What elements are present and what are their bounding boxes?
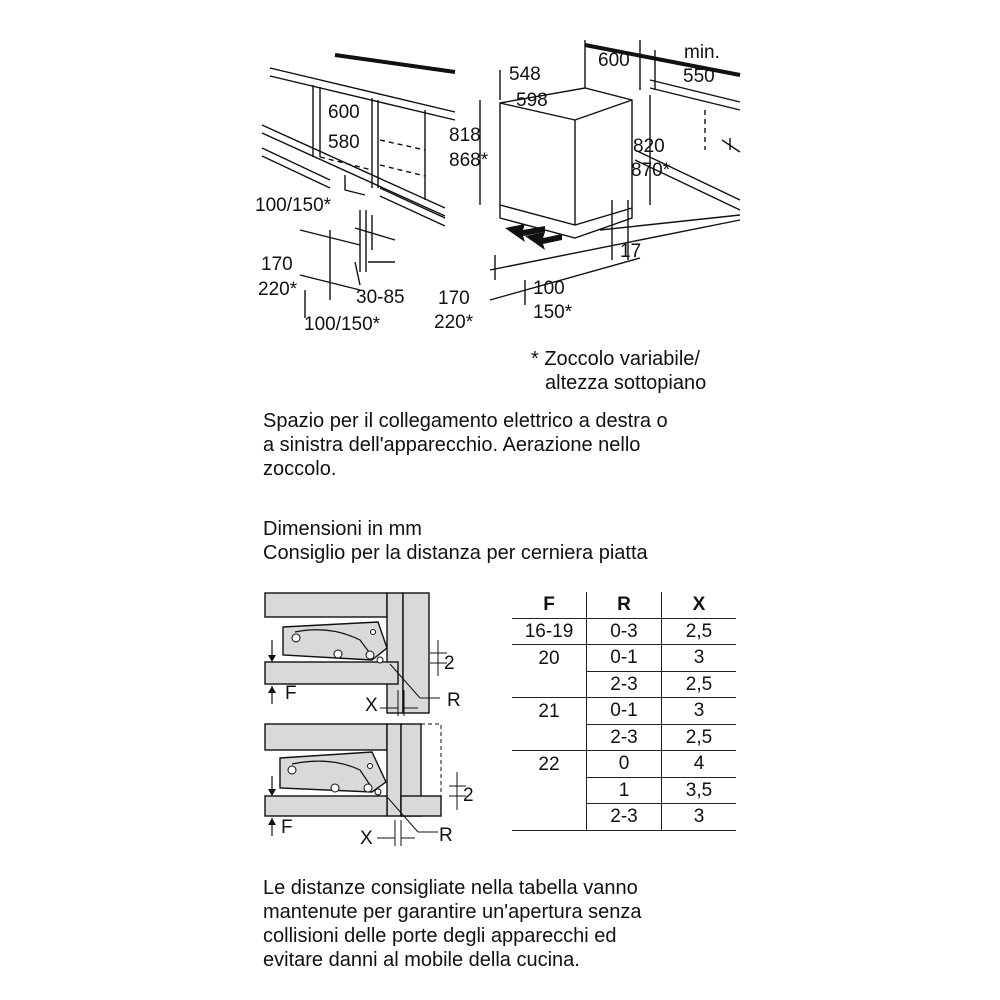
dim-label: 170 (438, 288, 470, 309)
cell-f: 22 (538, 753, 560, 775)
hinge-gap-label: 2 (463, 785, 474, 806)
cell-f (512, 804, 587, 831)
table-row (512, 698, 736, 725)
dim-label: 17 (620, 241, 642, 262)
cell-f: 20 (538, 647, 560, 669)
dim-label: 548 (509, 64, 541, 85)
column-header-f: F (512, 592, 587, 618)
dim-label: 580 (328, 132, 360, 153)
note-line: altezza sottopiano (545, 372, 707, 394)
dim-label: 600 (598, 50, 630, 71)
table-row (512, 724, 736, 751)
dim-label: 818 (449, 125, 481, 146)
hinge-r-label: R (447, 690, 461, 711)
cell-r: 0-1 (587, 645, 662, 672)
dim-label: 870* (631, 160, 671, 181)
plinth-note (531, 347, 706, 395)
dim-label: 30-85 (356, 287, 405, 308)
cell-x: 3 (662, 645, 737, 672)
table-row (512, 751, 736, 778)
dim-label: 100/150* (304, 314, 381, 335)
cell-f (512, 724, 587, 751)
cell-r: 2-3 (587, 804, 662, 831)
dim-label: 100/150* (255, 195, 332, 216)
text-line: Dimensioni in mm (263, 518, 422, 540)
dimensions-heading (263, 517, 648, 565)
cell-f: 21 (538, 700, 560, 722)
cell-x: 3 (662, 804, 737, 831)
table-row (512, 804, 736, 831)
hinge-x-label: X (360, 828, 373, 849)
text-line: Consiglio per la distanza per cerniera piatta (263, 542, 648, 564)
closing-text (263, 876, 642, 972)
dim-label: 820 (633, 136, 665, 157)
table-header-row (512, 592, 736, 618)
dim-label: 150* (533, 302, 573, 323)
cell-f (512, 777, 587, 804)
hinge-diagram (255, 585, 485, 860)
text-line: collisioni delle porte degli apparecchi ed (263, 925, 617, 947)
cell-f (512, 671, 587, 698)
hinge-gap-label: 2 (444, 653, 455, 674)
cell-r: 1 (587, 777, 662, 804)
table-row (512, 645, 736, 672)
installation-drawing (0, 0, 1000, 345)
dim-label: 220* (434, 312, 474, 333)
cell-r: 2-3 (587, 724, 662, 751)
hinge-r-label: R (439, 825, 453, 846)
table-row (512, 671, 736, 698)
dim-label: min. (684, 42, 720, 63)
column-header-x: X (662, 592, 737, 618)
dim-label: 220* (258, 279, 298, 300)
hinge-x-label: X (365, 695, 378, 716)
text-line: zoccolo. (263, 458, 337, 480)
cell-x: 3,5 (662, 777, 737, 804)
note-line: * Zoccolo variabile/ (531, 348, 700, 370)
hinge-distance-table (512, 592, 736, 831)
dim-label: 100 (533, 278, 565, 299)
cell-x: 4 (662, 751, 737, 778)
electrical-connection-text (263, 409, 668, 481)
cell-x: 2,5 (662, 724, 737, 751)
dim-label: 550 (683, 66, 715, 87)
text-line: Spazio per il collegamento elettrico a destra o (263, 410, 668, 432)
dim-label: 170 (261, 254, 293, 275)
text-line: mantenute per garantire un'apertura senza (263, 901, 642, 923)
cell-x: 3 (662, 698, 737, 725)
cell-r: 2-3 (587, 671, 662, 698)
table-row (512, 618, 736, 645)
hinge-f-label: F (281, 817, 293, 838)
hinge-f-label: F (285, 683, 297, 704)
text-line: evitare danni al mobile della cucina. (263, 949, 580, 971)
cell-f: 16-19 (512, 618, 587, 645)
cell-r: 0-1 (587, 698, 662, 725)
dim-label: 598 (516, 90, 548, 111)
table-row (512, 777, 736, 804)
text-line: a sinistra dell'apparecchio. Aerazione nello (263, 434, 641, 456)
column-header-r: R (587, 592, 662, 618)
cell-x: 2,5 (662, 618, 737, 645)
cell-x: 2,5 (662, 671, 737, 698)
dim-label: 868* (449, 150, 489, 171)
text-line: Le distanze consigliate nella tabella vanno (263, 877, 638, 899)
cell-r: 0 (587, 751, 662, 778)
dim-label: 600 (328, 102, 360, 123)
cell-r: 0-3 (587, 618, 662, 645)
